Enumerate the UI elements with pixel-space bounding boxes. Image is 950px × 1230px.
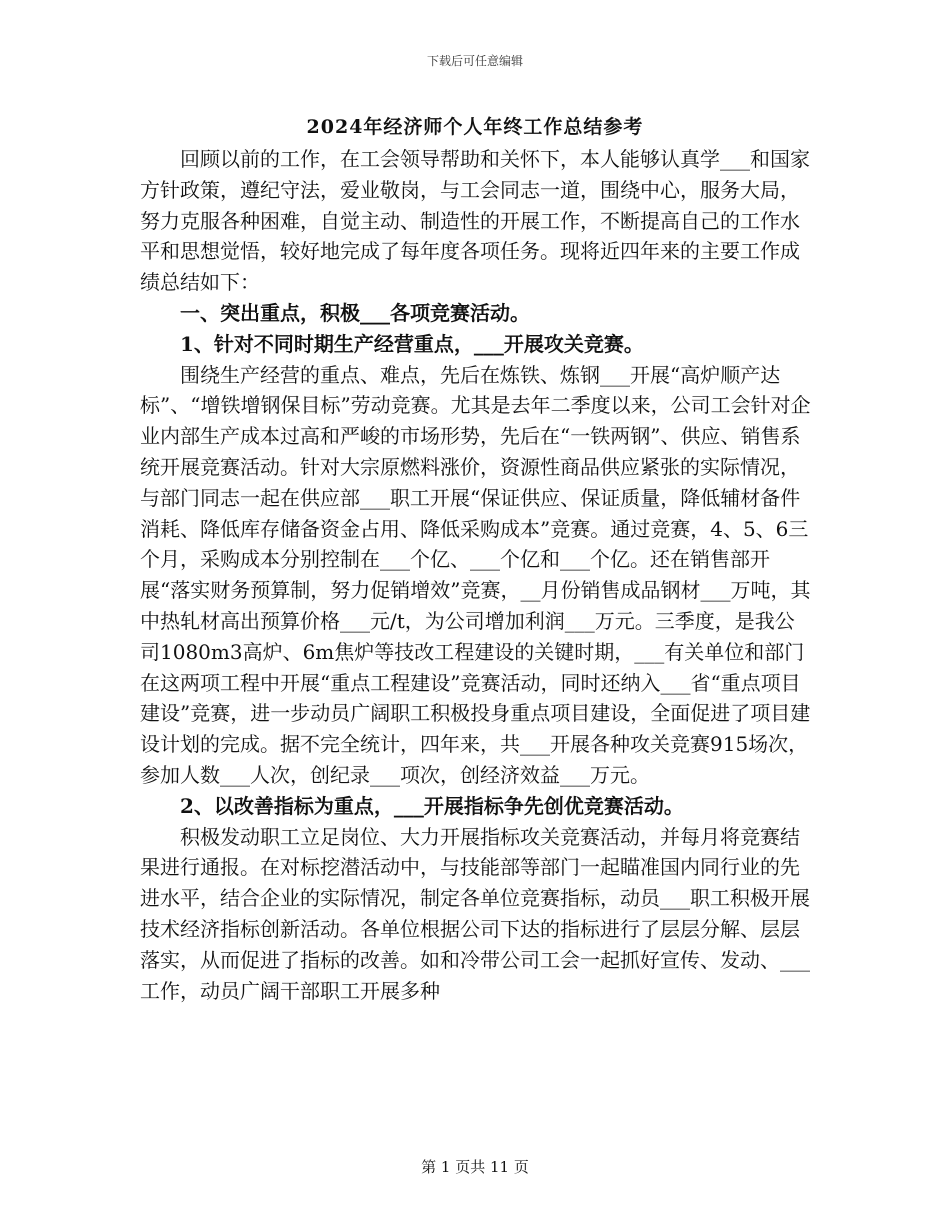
paragraph-indicators: 积极发动职工立足岗位、大力开展指标攻关竞赛活动，并每月将竞赛结果进行通报。在对标挖潜活动中，与技能部等部门一起瞄准国内同行业的先进水平，结合企业的实际情况，制定各单位竞赛指标，动员___职工积极开展技术经济指标创新活动。各单位根据公司下达的指标进行了层层分解、层层落实，从而促进了指标的改善。如和冷带公司工会一起抓好宣传、发动、___工作，动员广阔干部职工开展多种 [140, 824, 810, 1003]
document-body [140, 144, 812, 1006]
section-heading-1: 一、突出重点，积极___各项竞赛活动。 [180, 300, 530, 325]
paragraph-competitions: 围绕生产经营的重点、难点，先后在炼铁、炼钢___开展“高炉顺产达标”、“增铁增钢保目标”劳动竞赛。尤其是去年二季度以来，公司工会针对企业内部生产成本过高和严峻的市场形势，先后在“一铁两钢”、供应、销售系统开展竞赛活动。针对大宗原燃料涨价，资源性商品供应紧张的实际情况，与部门同志一起在供应部___职工开展“保证供应、保证质量，降低辅材备件消耗、降低库存储备资金占用、降低采购成本”竞赛。通过竞赛，4、5、6三个月，采购成本分别控制在___个亿、___个亿和___个亿。还在销售部开展“落实财务预算制，努力促销增效”竞赛，__月份销售成品钢材___万吨，其中热轧材高出预算价格___元/t，为公司增加利润___万元。三季度，是我公司1080m3高炉、6m焦炉等技改工程建设的关键时期，___有关单位和部门在这两项工程中开展“重点工程建设”竞赛活动，同时还纳入___省“重点项目建设”竞赛，进一步动员广阔职工积极投身重点项目建设，全面促进了项目建设计划的完成。据不完全统计，四年来，共___开展各种攻关竞赛915场次，参加人数___人次，创纪录___项次，创经济效益___万元。 [140, 362, 811, 787]
page-header: 下载后可任意编辑 [426, 54, 523, 68]
subsection-heading-2: 2、以改善指标为重点，___开展指标争先创优竞赛活动。 [180, 793, 684, 818]
page-footer: 第 1 页共 11 页 [421, 1158, 529, 1176]
paragraph-intro: 回顾以前的工作，在工会领导帮助和关怀下，本人能够认真学___和国家方针政策，遵纪守法，爱业敬岗，与工会同志一道，围绕中心，服务大局，努力克服各种困难，自觉主动、制造性的开展工作，不断提高自己的工作水平和思想觉悟，较好地完成了每年度各项任务。现将近四年来的主要工作成绩总结如下： [140, 147, 810, 295]
subsection-heading-1: 1、针对不同时期生产经营重点，___开展攻关竞赛。 [180, 331, 644, 356]
document-title: 2024年经济师个人年终工作总结参考 [306, 116, 644, 138]
